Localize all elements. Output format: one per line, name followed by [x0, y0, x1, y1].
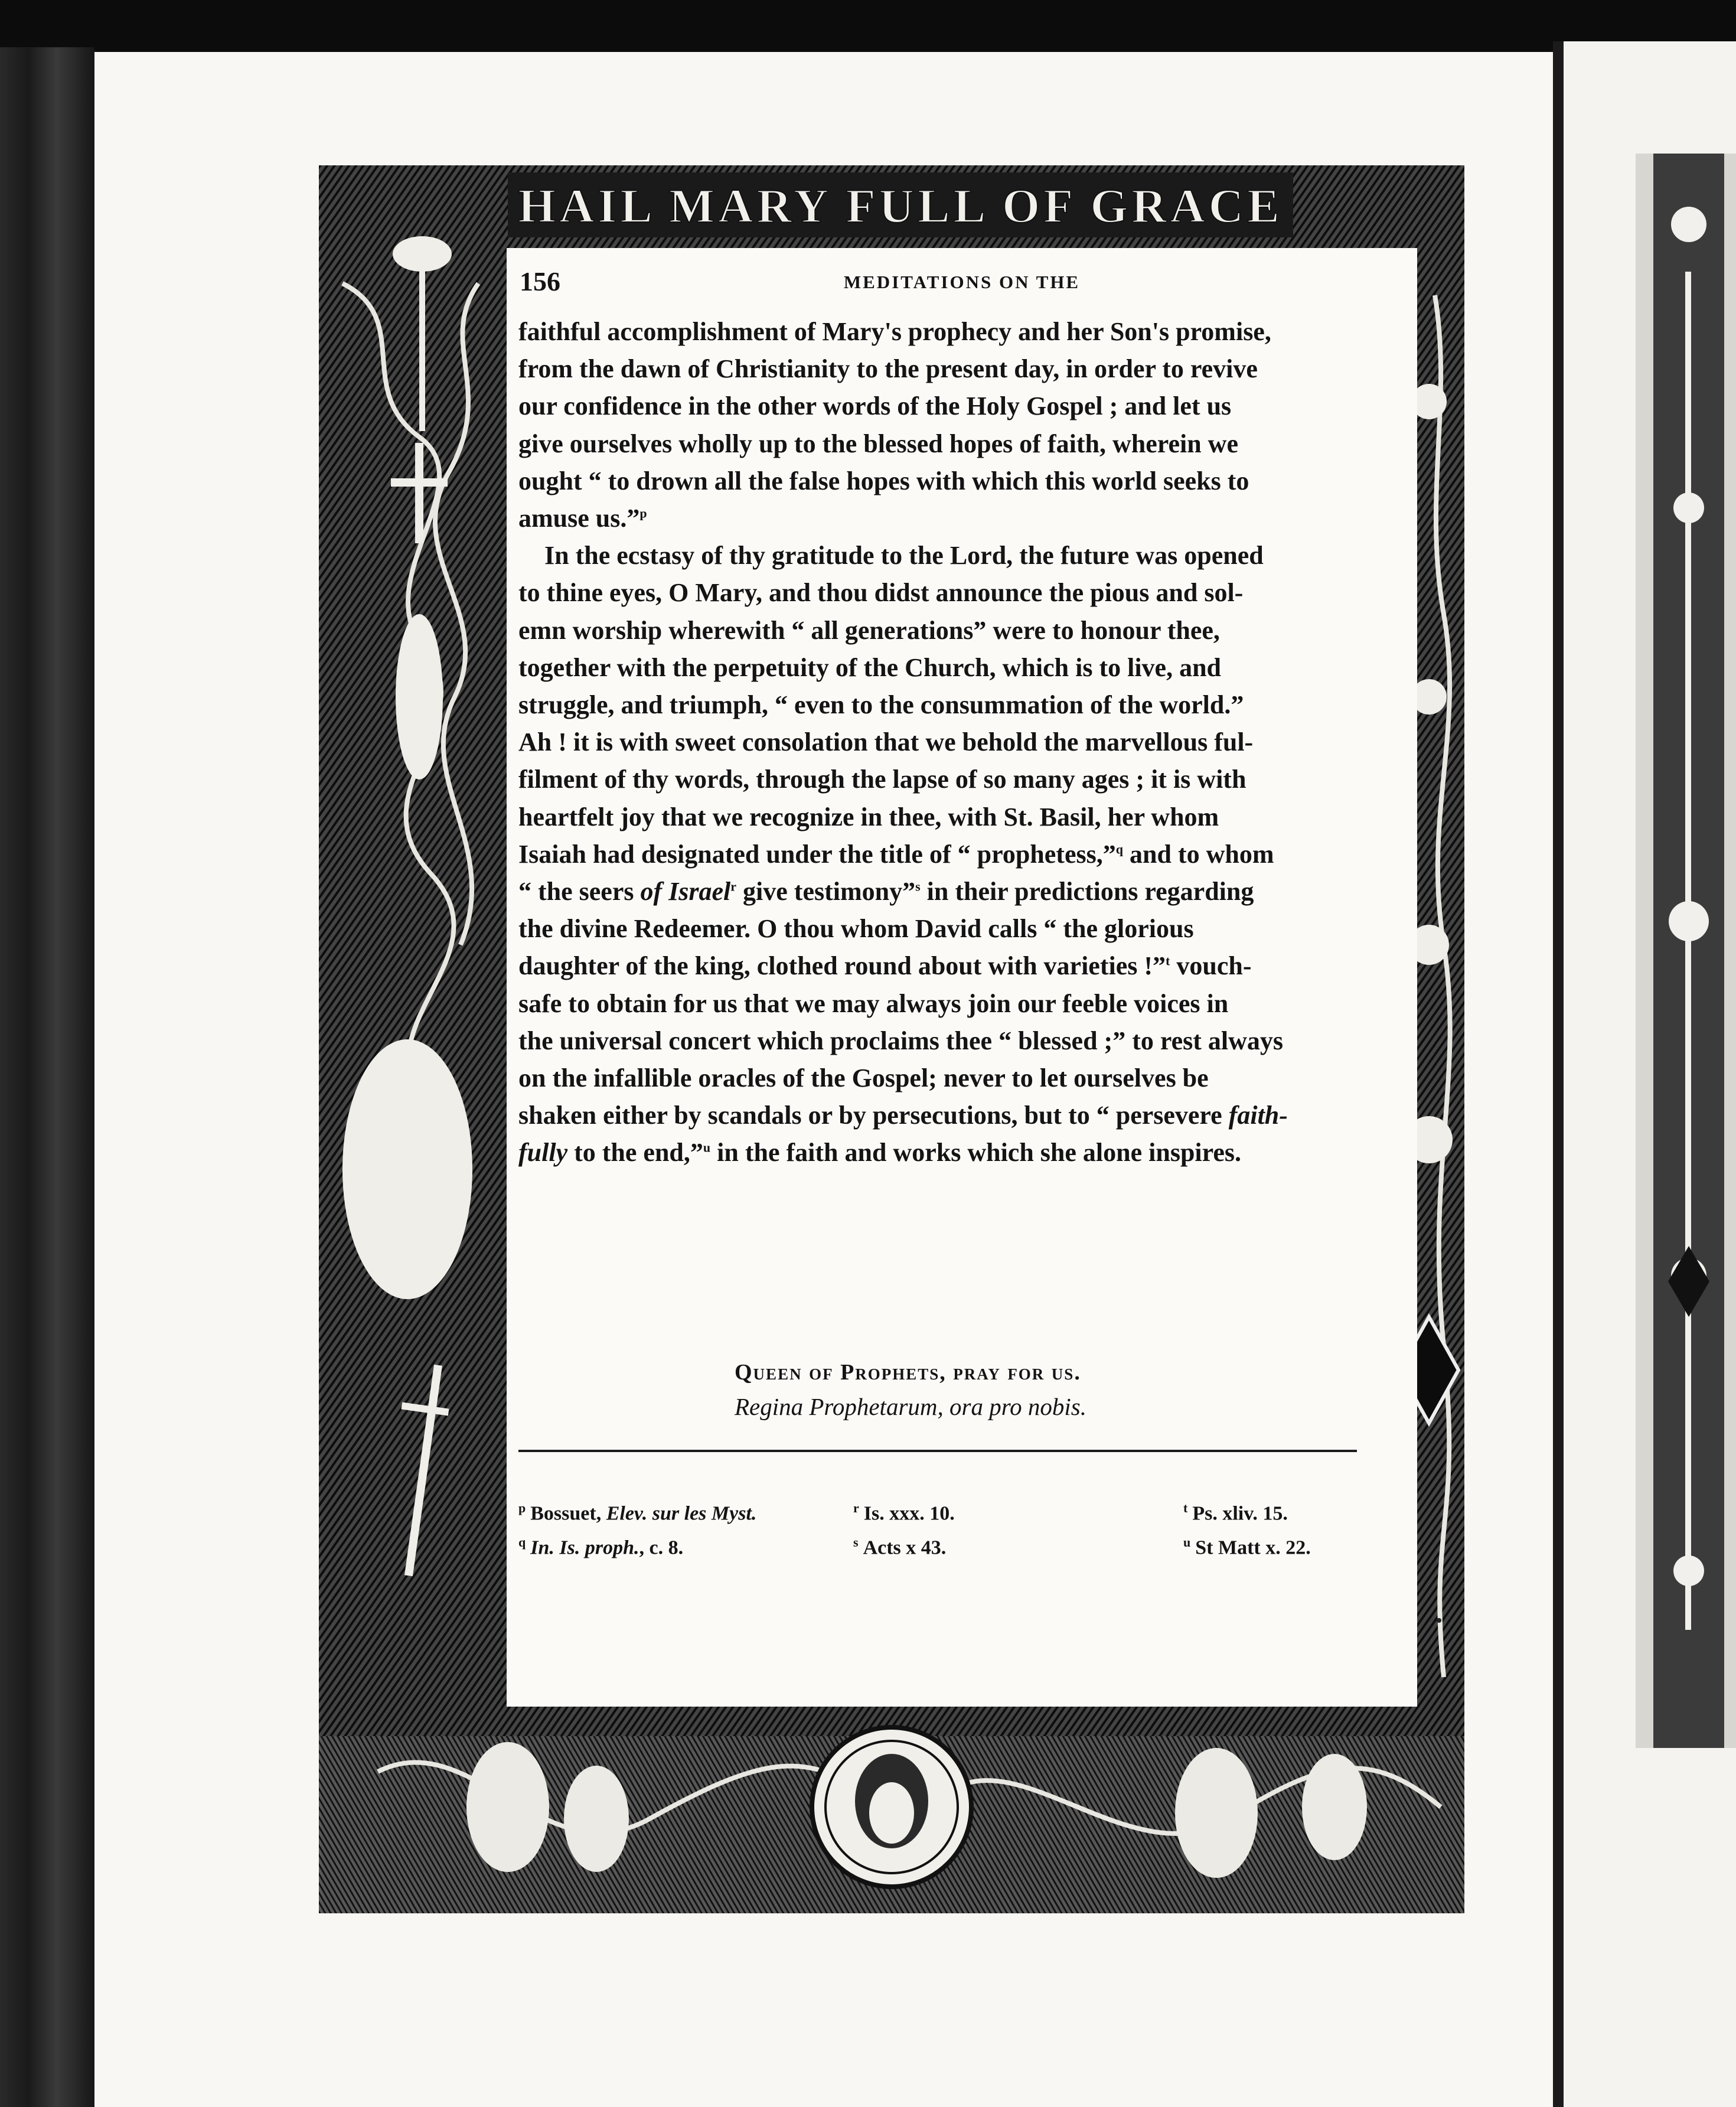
text-line: the divine Redeemer. O thou whom David calls “ the glorious	[518, 914, 1194, 944]
text-line: Isaiah had designated under the title of “ prophetess,”$^q$ and to whom	[518, 839, 1274, 869]
footnote-s: $^s$ Acts x 43.	[853, 1535, 947, 1559]
book-binding-edge	[0, 47, 94, 2107]
invocation	[735, 1355, 1266, 1424]
text-line: fully to the end,”$^u$ in the faith and works which she alone inspires.	[518, 1138, 1242, 1167]
text-line: daughter of the king, clothed round about with varieties !”$^t$ vouch-	[518, 951, 1252, 981]
text-line: faithful accomplishment of Mary's prophecy and her Son's promise,	[518, 317, 1271, 346]
page-gutter	[1553, 41, 1564, 2107]
text-line: amuse us.”$^p$	[518, 504, 647, 533]
ink-speck	[1437, 1618, 1441, 1623]
text-line: our confidence in the other words of the Holy Gospel ; and let us	[518, 392, 1232, 421]
text-line: give ourselves wholly up to the blessed hopes of faith, wherein we	[518, 429, 1238, 458]
footnote-ref: u	[703, 1140, 711, 1155]
text-line: together with the perpetuity of the Church, which is to live, and	[518, 653, 1222, 682]
footnote-u: $^u$ St Matt x. 22.	[1183, 1535, 1311, 1559]
facing-page-ornament	[1636, 154, 1736, 1748]
footnote-ref: p	[639, 505, 647, 521]
footnote-q: $^q$ In. Is. proph., c. 8.	[518, 1535, 684, 1559]
footnote-rule	[518, 1450, 1357, 1452]
svg-text:HAIL MARY FULL OF GRACE: HAIL MARY FULL OF GRACE	[518, 179, 1283, 233]
text-line: struggle, and triumph, “ even to the consummation of the world.”	[518, 690, 1244, 720]
text-line: emn worship wherewith “ all generations” were to honour thee,	[518, 615, 1220, 645]
text-panel	[507, 248, 1417, 1707]
text-line: shaken either by scandals or by persecutions, but to “ persevere faith-	[518, 1101, 1288, 1130]
footnote-ref: r	[730, 879, 737, 894]
paragraph-start: In the ecstasy of thy gratitude to the Lord, the future was opened	[544, 541, 1264, 570]
banner-title-lettering	[508, 172, 1293, 237]
text-line: safe to obtain for us that we may always join our feeble voices in	[518, 989, 1229, 1018]
text-line: heartfelt joy that we recognize in thee, with St. Basil, her whom	[518, 802, 1219, 831]
text-line: to thine eyes, O Mary, and thou didst announce the pious and sol-	[518, 578, 1244, 608]
text-line: the universal concert which proclaims thee “ blessed ;” to rest always	[518, 1026, 1284, 1055]
text-line: “ the seers of Israel$^r$ give testimony”$^s$ in their predictions regarding	[518, 877, 1254, 906]
text-line: Ah ! it is with sweet consolation that we behold the marvellous ful-	[518, 728, 1254, 757]
footnote-ref: t	[1166, 953, 1170, 968]
text-line: from the dawn of Christianity to the present day, in order to revive	[518, 354, 1258, 384]
body-text	[518, 313, 1357, 1172]
running-head: MEDITATIONS ON THE	[843, 272, 1081, 292]
ornamental-frame	[319, 165, 1464, 1913]
text-line: on the infallible oracles of the Gospel; never to let ourselves be	[518, 1064, 1209, 1093]
footnote-t: $^t$ Ps. xliv. 15.	[1183, 1501, 1288, 1525]
invocation-english: Queen of Prophets, pray for us.	[735, 1360, 1081, 1385]
text-line: ought “ to drown all the false hopes with which this world seeks to	[518, 466, 1249, 495]
invocation-latin: Regina Prophetarum, ora pro nobis.	[735, 1393, 1087, 1420]
footnote-ref: q	[1115, 842, 1123, 857]
page-number: 156	[520, 266, 560, 296]
footnote-r: $^r$ Is. xxx. 10.	[853, 1501, 955, 1525]
footnote-p: $^p$ Bossuet, Elev. sur les Myst.	[518, 1501, 757, 1525]
text-line: filment of thy words, through the lapse of so many ages ; it is with	[518, 765, 1246, 794]
footnote-ref: s	[915, 879, 921, 894]
